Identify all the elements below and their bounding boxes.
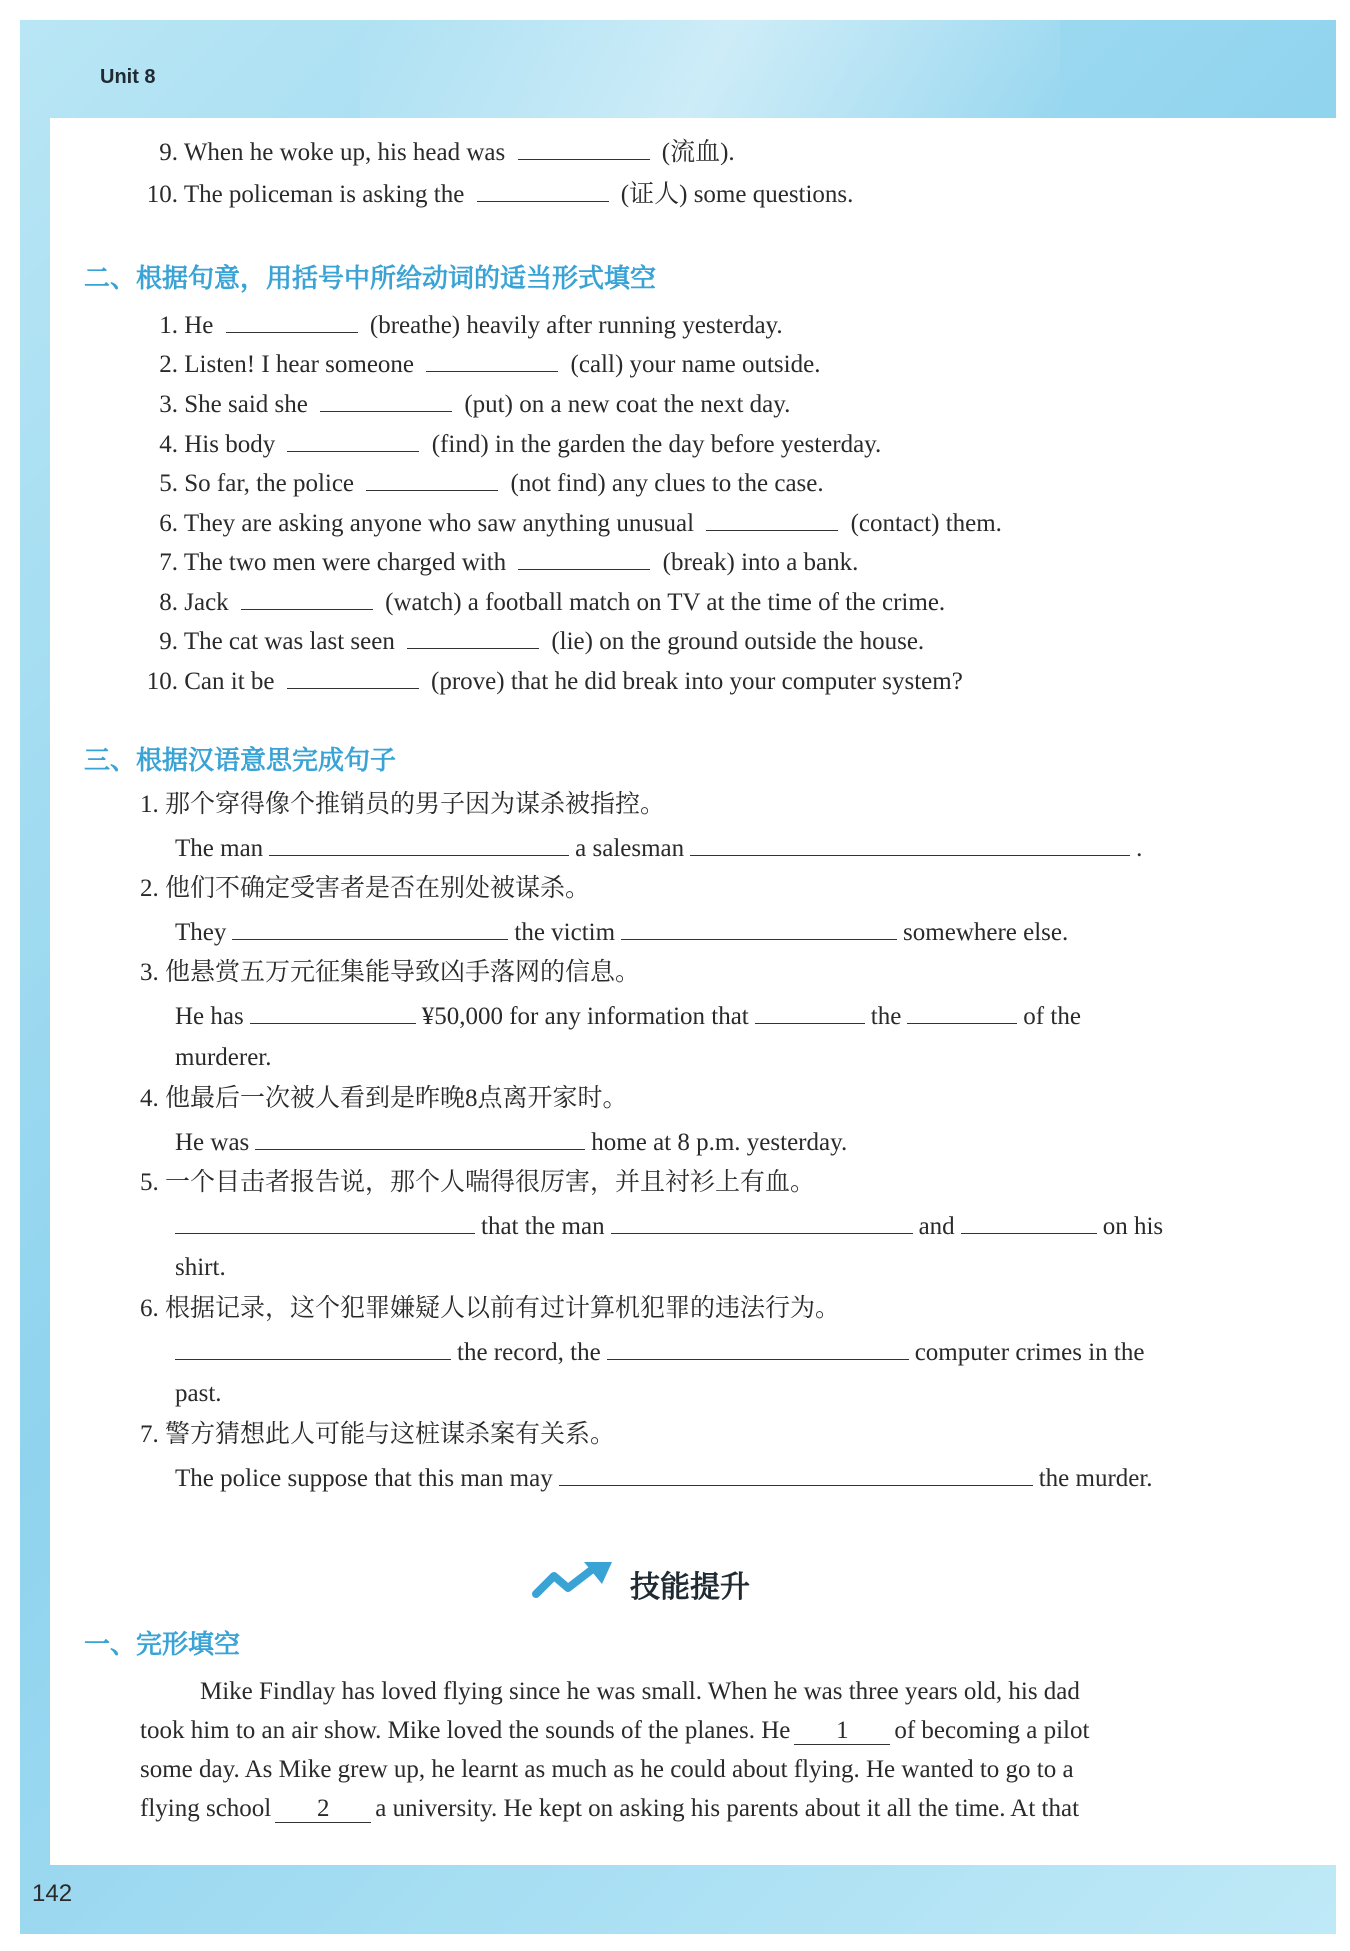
exercise-item: 9. When he woke up, his head was (流血). xyxy=(159,139,735,166)
translation-line: They the victim somewhere else. xyxy=(175,919,1069,946)
translation-line: The man a salesman . xyxy=(175,835,1143,862)
chinese-prompt: 7. 警方猜想此人可能与这桩谋杀案有关系。 xyxy=(140,1421,616,1448)
chinese-prompt: 2. 他们不确定受害者是否在别处被谋杀。 xyxy=(140,875,591,902)
answer-blank[interactable] xyxy=(607,1337,909,1360)
exercise-item: 6. They are asking anyone who saw anything unusual (contact) them. xyxy=(159,510,1002,537)
answer-blank[interactable] xyxy=(690,833,1130,856)
answer-blank[interactable] xyxy=(518,547,650,570)
page-number: 142 xyxy=(32,1880,73,1907)
translation-line: that the man and on his xyxy=(175,1211,1163,1242)
answer-blank[interactable] xyxy=(232,917,508,940)
answer-blank[interactable] xyxy=(175,1211,475,1234)
exercise-item: 10. Can it be (prove) that he did break into your computer system? xyxy=(146,668,963,695)
chinese-prompt: 5. 一个目击者报告说，那个人喘得很厉害，并且衬衫上有血。 xyxy=(140,1169,816,1196)
section-title: 二、根据句意，用括号中所给动词的适当形式填空 xyxy=(84,264,657,294)
answer-blank[interactable] xyxy=(175,1337,451,1360)
cloze-blank[interactable]: 1 xyxy=(794,1718,890,1745)
exercise-item: 8. Jack (watch) a football match on TV at the time of the crime. xyxy=(159,589,946,616)
cloze-line: Mike Findlay has loved flying since he was small. When he was three years old, his dad xyxy=(200,1678,1080,1705)
answer-blank[interactable] xyxy=(961,1211,1097,1234)
answer-blank[interactable] xyxy=(621,917,897,940)
answer-blank[interactable] xyxy=(269,833,569,856)
answer-blank[interactable] xyxy=(250,1001,416,1024)
answer-blank[interactable] xyxy=(255,1127,585,1150)
answer-blank[interactable] xyxy=(366,468,498,491)
translation-line: the record, the computer crimes in the xyxy=(175,1337,1144,1368)
exercise-item: 3. She said she (put) on a new coat the next day. xyxy=(159,391,791,418)
answer-blank[interactable] xyxy=(407,626,539,649)
exercise-item: 9. The cat was last seen (lie) on the ground outside the house. xyxy=(159,628,925,655)
chinese-prompt: 1. 那个穿得像个推销员的男子因为谋杀被指控。 xyxy=(140,791,666,818)
answer-blank[interactable] xyxy=(320,389,452,412)
chinese-prompt: 4. 他最后一次被人看到是昨晚8点离开家时。 xyxy=(140,1085,628,1112)
answer-blank[interactable] xyxy=(226,310,358,333)
chinese-prompt: 6. 根据记录，这个犯罪嫌疑人以前有过计算机犯罪的违法行为。 xyxy=(140,1295,841,1322)
answer-blank[interactable] xyxy=(559,1463,1033,1486)
section-title: 三、根据汉语意思完成句子 xyxy=(84,746,397,776)
translation-line: He has ¥50,000 for any information that the of the xyxy=(175,1003,1081,1030)
answer-blank[interactable] xyxy=(287,429,419,452)
translation-continued: past. xyxy=(175,1380,222,1407)
exercise-item: 7. The two men were charged with (break) into a bank. xyxy=(159,549,859,576)
skills-title: 技能提升 xyxy=(630,1570,750,1605)
answer-blank[interactable] xyxy=(518,137,650,160)
translation-continued: murderer. xyxy=(175,1044,272,1071)
section-title: 一、完形填空 xyxy=(84,1630,241,1660)
exercise-item: 5. So far, the police (not find) any clues to the case. xyxy=(159,470,824,497)
trend-arrow-icon xyxy=(532,1560,618,1600)
answer-blank[interactable] xyxy=(241,587,373,610)
cloze-blank[interactable]: 2 xyxy=(275,1796,371,1823)
cloze-line: took him to an air show. Mike loved the sounds of the planes. He 1 of becoming a pilot xyxy=(140,1717,1090,1744)
exercise-item: 2. Listen! I hear someone (call) your name outside. xyxy=(159,351,821,378)
answer-blank[interactable] xyxy=(287,666,419,689)
header-decoration xyxy=(360,20,1060,120)
translation-line: The police suppose that this man may the murder. xyxy=(175,1465,1153,1492)
cloze-line: some day. As Mike grew up, he learnt as much as he could about flying. He wanted to go to a xyxy=(140,1756,1074,1783)
answer-blank[interactable] xyxy=(426,349,558,372)
exercise-item: 4. His body (find) in the garden the day before yesterday. xyxy=(159,431,882,458)
answer-blank[interactable] xyxy=(706,508,838,531)
answer-blank[interactable] xyxy=(907,1001,1017,1024)
exercise-item: 10. The policeman is asking the (证人) some questions. xyxy=(146,181,854,208)
unit-label: Unit 8 xyxy=(100,66,156,88)
answer-blank[interactable] xyxy=(611,1211,913,1234)
exercise-item: 1. He (breathe) heavily after running yesterday. xyxy=(159,312,783,339)
answer-blank[interactable] xyxy=(755,1001,865,1024)
chinese-prompt: 3. 他悬赏五万元征集能导致凶手落网的信息。 xyxy=(140,959,641,986)
translation-continued: shirt. xyxy=(175,1254,226,1281)
translation-line: He was home at 8 p.m. yesterday. xyxy=(175,1129,848,1156)
cloze-line: flying school 2 a university. He kept on asking his parents about it all the time. At that xyxy=(140,1795,1080,1822)
answer-blank[interactable] xyxy=(477,179,609,202)
